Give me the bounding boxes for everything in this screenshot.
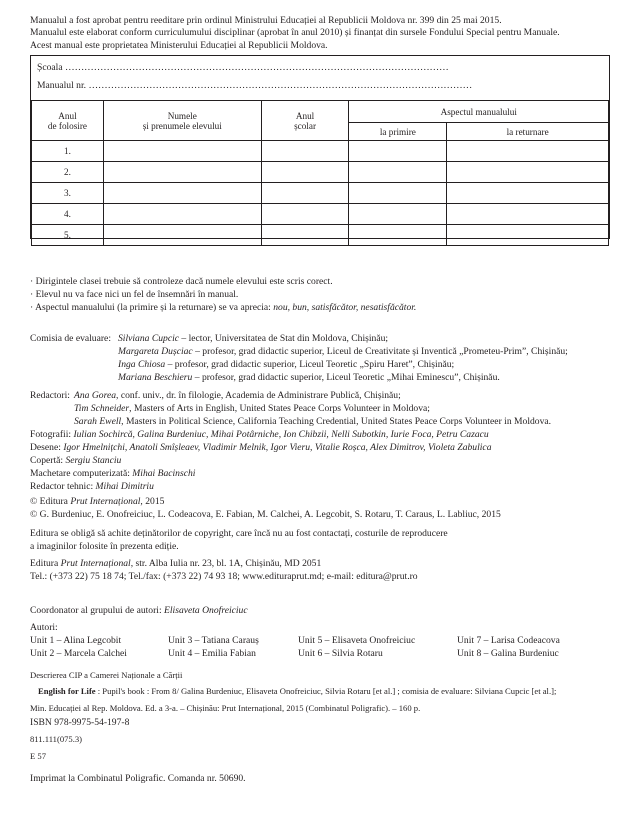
coordinator-line: Coordonator al grupului de autori: Elisaveta Onofreiciuc	[30, 605, 248, 616]
table-row: 5.	[32, 225, 609, 246]
note-3: · Aspectul manualului (la primire și la returnare) se va aprecia: nou, bun, satisfăcător, nesatisfăcător.	[30, 302, 417, 313]
isbn: ISBN 978-9975-54-197-8	[30, 717, 130, 728]
layout-credit: Machetare computerizată: Mihai Bacinschi	[30, 468, 196, 479]
publisher-contact: Tel.: (+373 22) 75 18 74; Tel./fax: (+373 22) 74 93 18; www.edituraprut.md; e-mail: editura@prut.ro	[30, 571, 418, 582]
author-unit-7: Unit 7 – Larisa Codeacova	[457, 635, 560, 646]
tech-editor-credit: Redactor tehnic: Mihai Dimitriu	[30, 481, 154, 492]
evaluation-label: Comisia de evaluare:	[30, 333, 111, 344]
author-unit-2: Unit 2 – Marcela Calchei	[30, 648, 127, 659]
publisher-address: Editura Prut Internațional, str. Alba Iulia nr. 23, bl. 1A, Chișinău, MD 2051	[30, 558, 322, 569]
col-school-year-header: Anul școlar	[261, 101, 349, 141]
editor-1: Ana Gorea, conf. univ., dr. în filologie, Academia de Administrare Publică, Chișinău;	[74, 390, 401, 401]
authors-label: Autori:	[30, 622, 58, 633]
copyright-publisher: © Editura Prut Internațional, 2015	[30, 496, 165, 507]
approval-line: Manualul a fost aprobat pentru reeditare prin ordinul Ministrului Educației al Republicii Moldova nr. 399 din 25 mai 2015.	[30, 15, 502, 26]
table-row: 1.	[32, 141, 609, 162]
copyright-authors: © G. Burdeniuc, E. Onofreiciuc, L. Codeacova, E. Fabian, M. Calchei, A. Legcobit, S. Rotaru, T. Caraus, L. Labliuc, 2015	[30, 509, 501, 520]
editor-2: Tim Schneider, Masters of Arts in English, United States Peace Corps Volunteer in Moldova;	[74, 403, 430, 414]
author-unit-5: Unit 5 – Elisaveta Onofreiciuc	[298, 635, 416, 646]
evaluator-1: Silviana Cupcic – lector, Universitatea de Stat din Moldova, Chișinău;	[118, 333, 389, 344]
cip-description-2: Min. Educației al Rep. Moldova. Ed. a 3-a. – Chișinău: Prut Internațional, 2015 (Combinatul Poligrafic). – 160 p.	[30, 703, 421, 713]
register-box	[30, 55, 610, 239]
author-unit-4: Unit 4 – Emilia Fabian	[168, 648, 256, 659]
photo-credit: Fotografii: Iulian Sochircă, Galina Burdeniuc, Mihai Potârniche, Ion Chibzii, Nelli Subotkin, Iurie Foca, Petru Cazacu	[30, 429, 489, 440]
col-name-header: Numele și prenumele elevului	[103, 101, 261, 141]
register-table	[31, 100, 609, 246]
cover-credit: Copertă: Sergiu Stanciu	[30, 455, 122, 466]
table-row: 2.	[32, 162, 609, 183]
note-2: · Elevul nu va face nici un fel de însemnări în manual.	[30, 289, 239, 300]
editor-3: Sarah Ewell, Masters in Political Science, California Teaching Credential, United States Peace Corps Volunteer in Moldova.	[74, 416, 552, 427]
note-1: · Dirigintele clasei trebuie să controleze dacă numele elevului este scris corect.	[30, 276, 333, 287]
obligation-line-1: Editura se obligă să achite deținătorilor de copyright, care încă nu au fost contactați, costurile de reproducere	[30, 528, 448, 539]
author-unit-8: Unit 8 – Galina Burdeniuc	[457, 648, 559, 659]
author-unit-1: Unit 1 – Alina Legcobit	[30, 635, 122, 646]
obligation-line-2: a imaginilor folosite în prezenta ediție.	[30, 541, 179, 552]
editors-label: Redactori:	[30, 390, 70, 401]
col-aspect-header: Aspectul manualului	[349, 101, 609, 123]
author-unit-3: Unit 3 – Tatiana Carauș	[168, 635, 259, 646]
property-line: Acest manual este proprietatea Ministerului Educației al Republicii Moldova.	[30, 40, 328, 51]
cip-description-1: English for Life : Pupil's book : From 8/ Galina Burdeniuc, Elisaveta Onofreiciuc, Silvia Rotaru [et al.] ; comisia de evaluare: Silviana Cupcic [et al.];	[38, 686, 557, 696]
drawing-credit: Desene: Igor Hmelnițchi, Anatoli Smîșleaev, Vladimir Melnik, Igor Vieru, Vitalie Roșca, Alex Dimitrov, Violeta Zabulica	[30, 442, 492, 453]
printing-info: Imprimat la Combinatul Poligrafic. Comanda nr. 50690.	[30, 773, 246, 784]
table-row: 4.	[32, 204, 609, 225]
col-return-header: la returnare	[447, 123, 609, 141]
col-year-header: Anul de folosire	[32, 101, 104, 141]
col-start-header: la primire	[349, 123, 447, 141]
catalog-code: E 57	[30, 751, 46, 761]
evaluator-2: Margareta Dușciac – profesor, grad didactic superior, Liceul de Creativitate și Inventică „Prometeu-Prim”, Chișinău;	[118, 346, 568, 357]
author-unit-6: Unit 6 – Silvia Rotaru	[298, 648, 383, 659]
table-row: 3.	[32, 183, 609, 204]
udc-code: 811.111(075.3)	[30, 734, 83, 744]
manual-row: Manualul nr. …………………………………………………………………………………………………………	[37, 80, 473, 91]
school-row: Școala …………………………………………………………………………………………………………	[37, 62, 449, 73]
curriculum-line: Manualul este elaborat conform curriculumului disciplinar (aprobat în anul 2010) și finanțat din sursele Fondului Special pentru Manuale.	[30, 27, 560, 38]
evaluator-3: Inga Chiosa – profesor, grad didactic superior, Liceul Teoretic „Spiru Haret”, Chișinău;	[118, 359, 455, 370]
cip-title: Descrierea CIP a Camerei Naționale a Cărții	[30, 670, 183, 680]
evaluator-4: Mariana Beschieru – profesor, grad didactic superior, Liceul Teoretic „Mihai Eminescu”, Chișinău.	[118, 372, 500, 383]
